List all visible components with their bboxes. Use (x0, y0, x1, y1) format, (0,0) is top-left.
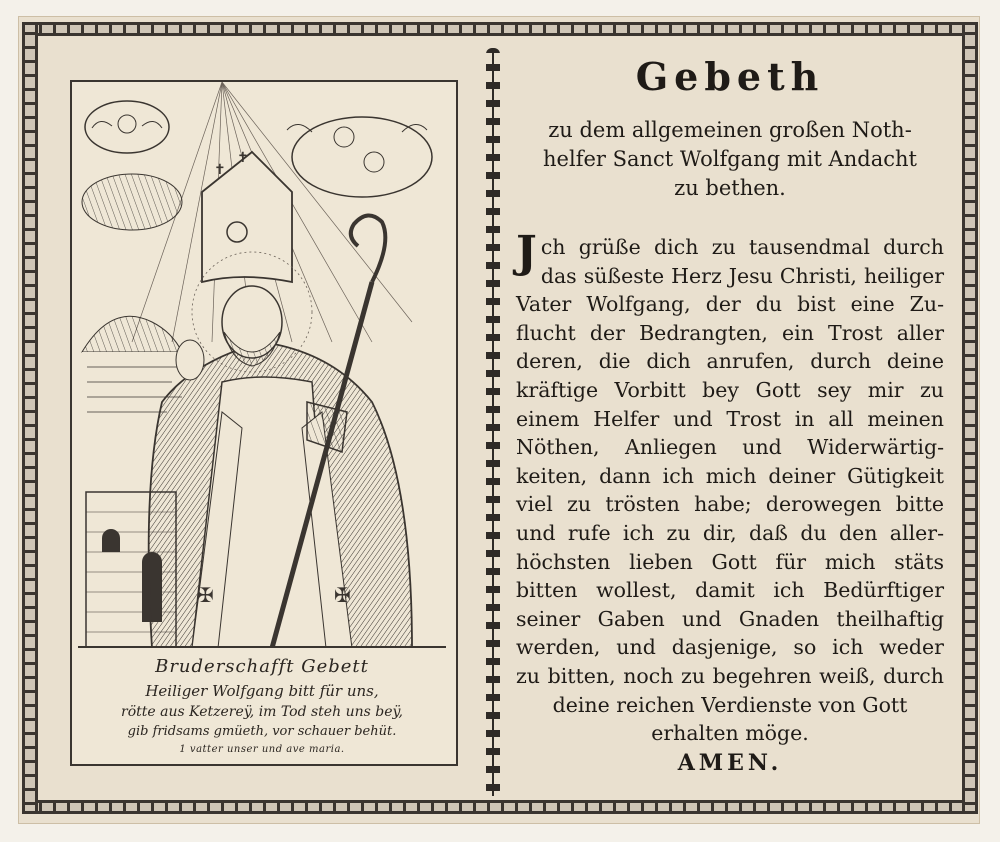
prayer-dropcap: J (516, 227, 537, 278)
svg-text:✝: ✝ (237, 150, 249, 166)
prayer-text (516, 227, 944, 748)
chain-divider (486, 48, 500, 796)
prayer-line-8: Nöthen, Anliegen und Widerwärtig- (516, 435, 944, 460)
prayer-line-1: ch grüße dich zu tausendmal durch (540, 235, 944, 259)
cloud-angel-left (82, 101, 182, 230)
ornamental-border-left (22, 22, 38, 814)
svg-text:✝: ✝ (214, 162, 226, 178)
prayer-line-7: einem Helfer und Trost in all meinen (516, 406, 944, 431)
prayer-line-12: höchsten lieben Gott für mich stäts (516, 549, 944, 574)
caption-line-2: Heiliger Wolfgang bitt für uns, (145, 682, 379, 700)
prayer-line-13: bitten wollest, damit ich Bedürftiger (516, 578, 944, 603)
prayer-line-11: und rufe ich zu dir, daß du den aller- (516, 520, 944, 545)
page-title: Gebeth (635, 54, 825, 99)
prayer-line-10: viel zu trösten habe; derowegen bitte (516, 492, 944, 517)
prayer-line-9: keiten, dann ich mich deiner Gütigkeit (516, 463, 944, 488)
engraving-illustration (72, 82, 456, 648)
ornamental-border-top (30, 22, 978, 36)
ornamental-border-bottom (30, 800, 978, 814)
prayer-line-17: deine reichen Verdienste von Gott (552, 692, 908, 717)
saint-wolfgang-figure (149, 150, 412, 648)
prayer-line-4: flucht der Bedrangten, ein Trost aller (516, 320, 944, 345)
cloud-angels-right (287, 117, 432, 197)
ornamental-border-right (962, 22, 978, 814)
prayer-line-16: zu bitten, noch zu begehren weiß, durch (516, 663, 944, 688)
prayer-line-3: Vater Wolfgang, der du bist eine Zu- (516, 292, 944, 317)
prayer-line-6: kräftige Vorbitt bey Gott sey mir zu (516, 377, 944, 402)
prayer-line-18: erhalten möge. (651, 721, 809, 746)
caption-line-5: 1 vatter unser und ave maria. (179, 744, 345, 755)
caption-line-3: rötte aus Ketzereÿ, im Tod steh uns beÿ, (121, 704, 403, 720)
engraving-caption (78, 646, 446, 758)
caption-line-1: Bruderschafft Gebett (155, 656, 369, 677)
prayer-line-5: deren, die dich anrufen, durch deine (516, 349, 944, 374)
prayer-line-2: das süßeste Herz Jesu Christi, heiliger (540, 263, 944, 288)
subtitle-line-2: helfer Sanct Wolfgang mit Andacht (543, 147, 917, 171)
caption-line-4: gib fridsams gmüeth, vor schauer behüt. (127, 724, 397, 739)
prayer-line-15: werden, und dasjenige, so ich weder (516, 635, 944, 660)
prayer-line-14: seiner Gaben und Gnaden theilhaftig (516, 606, 944, 631)
svg-text:✠: ✠ (197, 583, 214, 607)
svg-text:✠: ✠ (334, 583, 351, 607)
prayer-subtitle (516, 116, 944, 203)
subtitle-line-1: zu dem allgemeinen großen Noth- (548, 118, 912, 142)
subtitle-line-3: zu bethen. (674, 176, 786, 200)
amen: AMEN. (677, 750, 783, 776)
